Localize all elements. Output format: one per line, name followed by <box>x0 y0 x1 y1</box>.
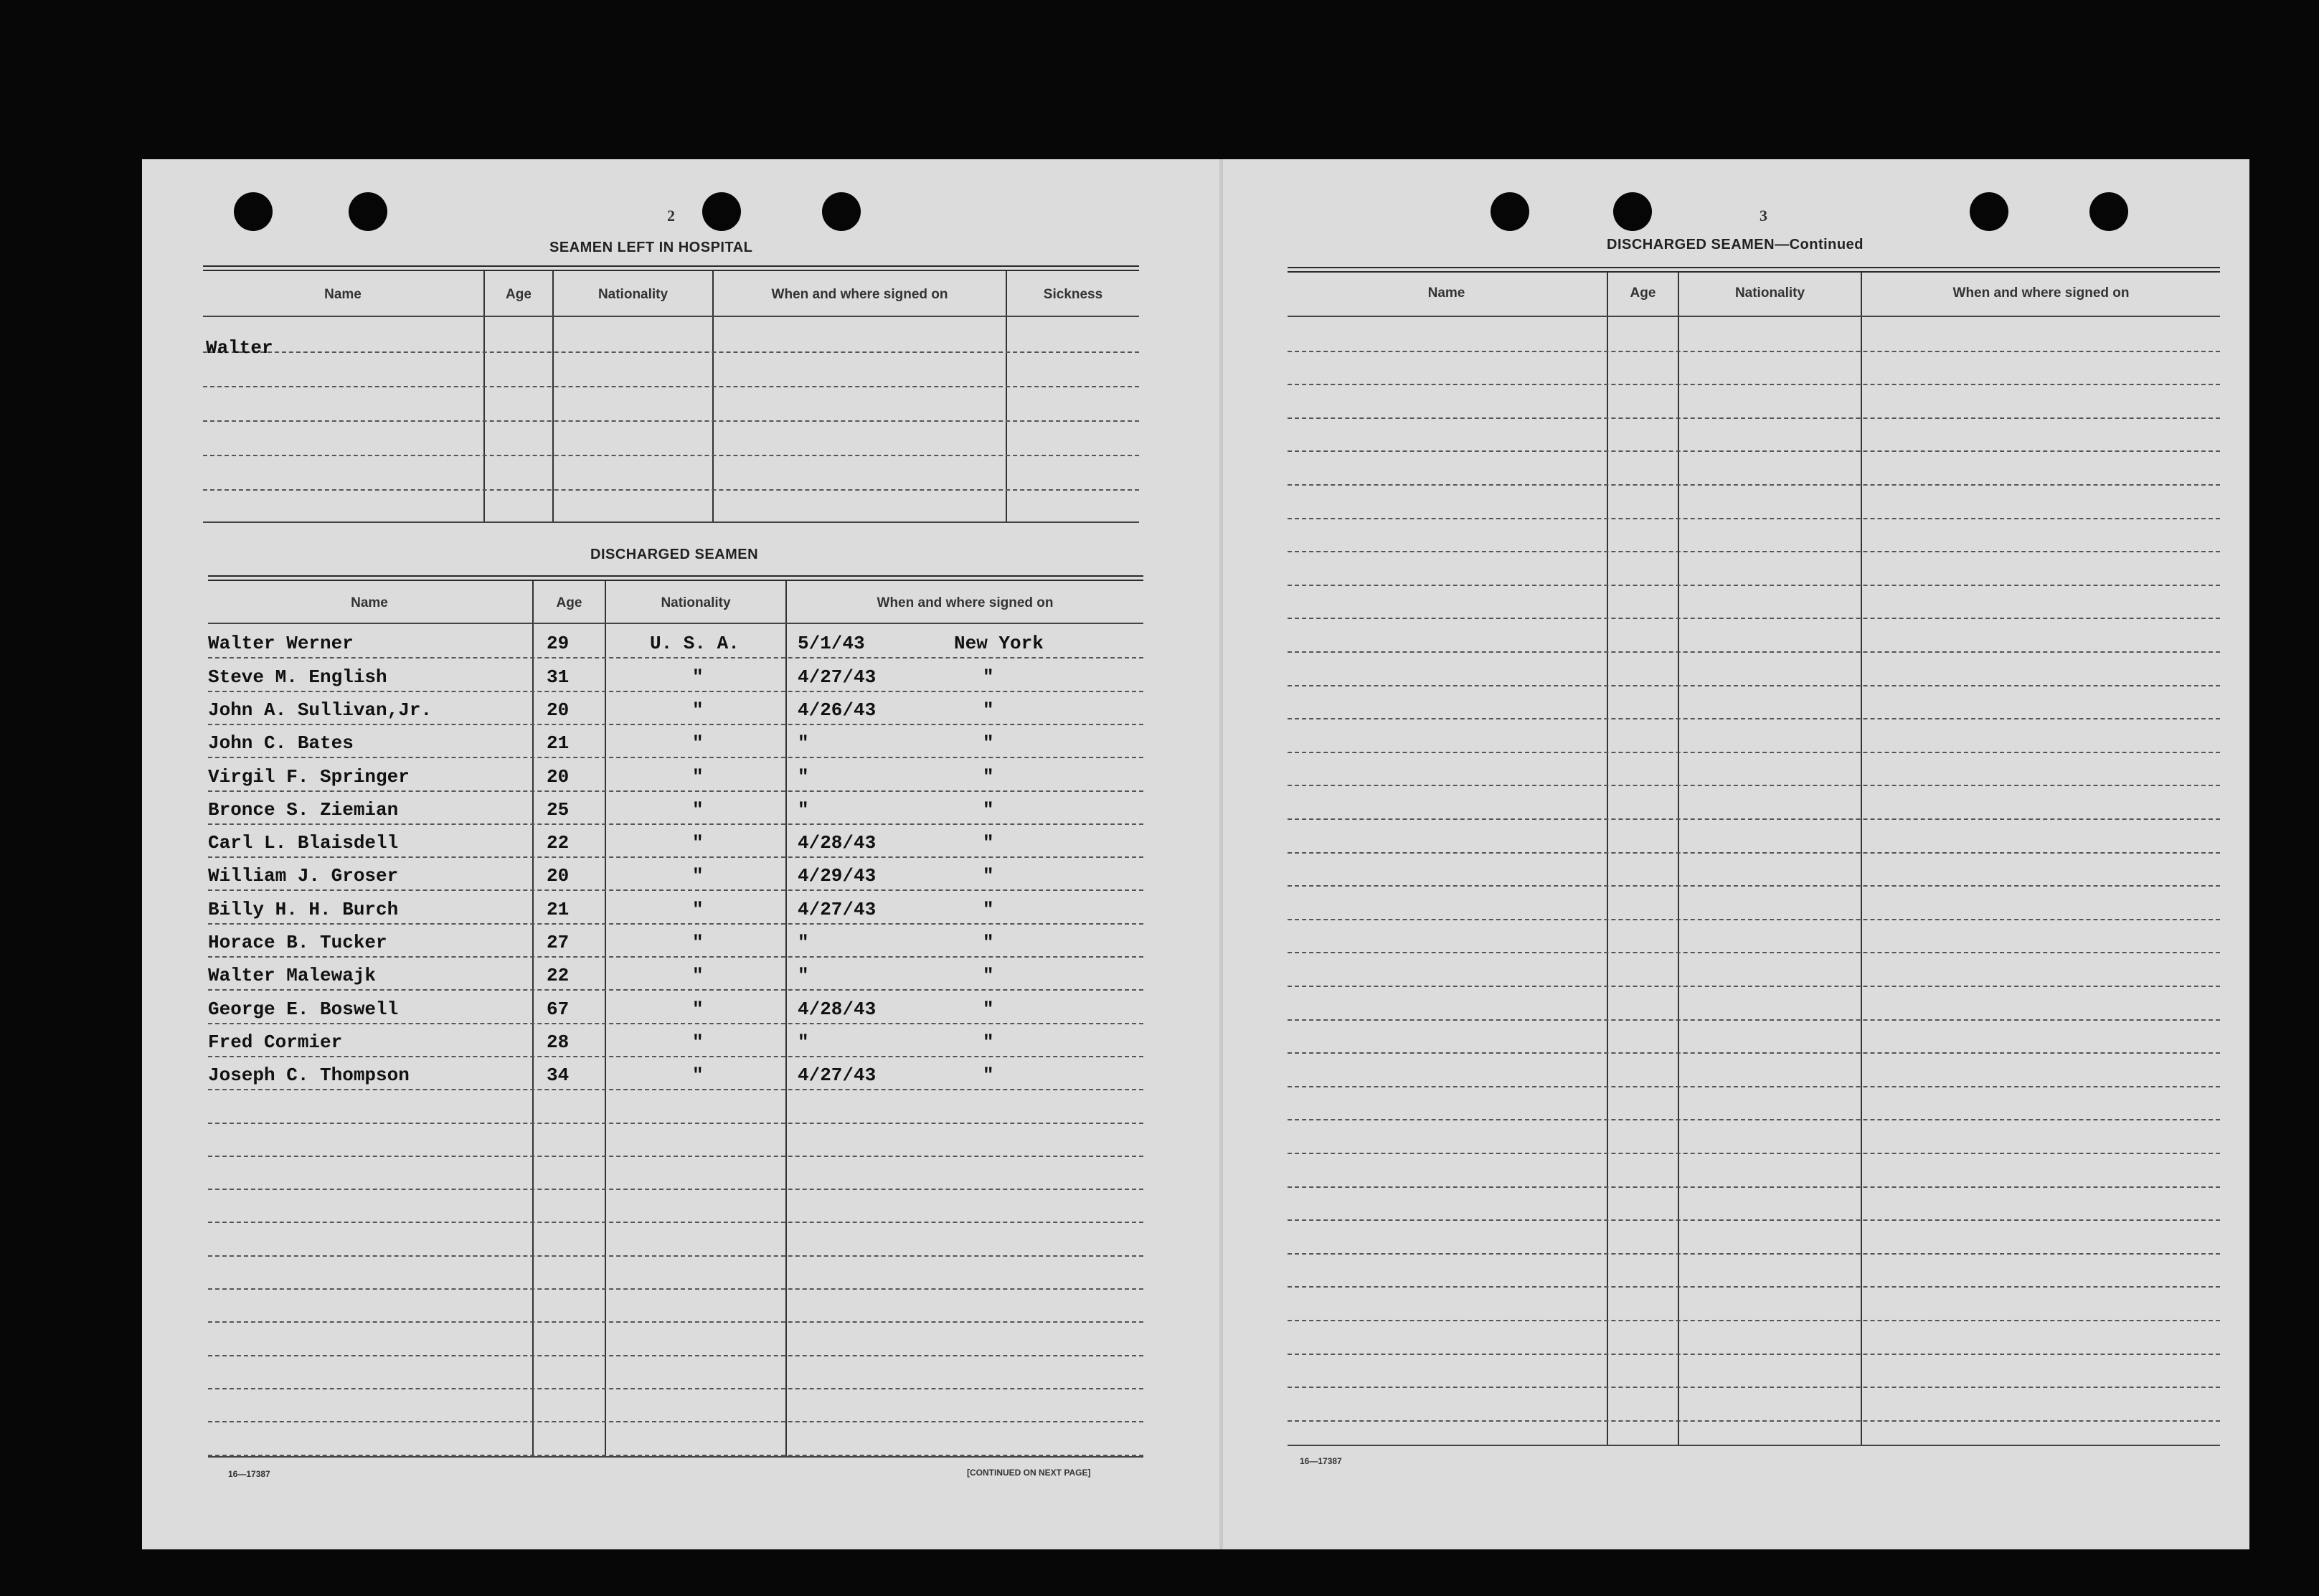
punch-hole <box>234 192 273 231</box>
cell-date: " <box>798 732 809 754</box>
cell-nationality: " <box>692 899 704 920</box>
row-line <box>1288 885 2220 887</box>
cell-age: 28 <box>547 1031 570 1053</box>
row-line <box>208 823 1143 825</box>
column-divider <box>1006 271 1007 522</box>
cell-age: 22 <box>547 832 570 854</box>
cell-date: 5/1/43 <box>798 633 865 654</box>
cell-nationality: " <box>692 666 704 688</box>
row-line <box>1288 1086 2220 1087</box>
row-line <box>208 1388 1143 1389</box>
row-line <box>1288 1153 2220 1154</box>
row-line <box>208 889 1143 891</box>
page-number: 3 <box>1760 207 1767 225</box>
row-line <box>208 956 1143 958</box>
cell-name: William J. Groser <box>208 865 399 887</box>
column-header-nationality: Nationality <box>1734 285 1805 301</box>
page-fold <box>1219 159 1223 1549</box>
column-divider <box>1607 273 1608 1445</box>
row-line <box>208 1023 1143 1024</box>
row-line <box>208 1056 1143 1057</box>
column-divider <box>483 271 485 522</box>
cell-age: 31 <box>547 666 570 688</box>
cell-date: 4/27/43 <box>798 899 877 920</box>
row-line <box>203 351 1139 353</box>
row-line <box>1288 1219 2220 1221</box>
punch-hole <box>349 192 387 231</box>
table-top-rule <box>1288 267 2220 273</box>
cell-name: George E. Boswell <box>208 998 399 1020</box>
cell-age: 22 <box>547 965 570 986</box>
row-line <box>1288 518 2220 519</box>
cell-nationality: " <box>692 1031 704 1053</box>
row-line <box>1288 1119 2220 1120</box>
cell-name: Joseph C. Thompson <box>208 1064 410 1086</box>
cell-place: " <box>983 865 994 887</box>
column-header-age: Age <box>1630 285 1656 301</box>
cell-place: " <box>983 832 994 854</box>
row-line <box>1288 952 2220 953</box>
cell-age: 20 <box>547 699 570 721</box>
row-line <box>1288 585 2220 586</box>
column-header-signed-on: When and where signed on <box>1952 285 2130 301</box>
row-line <box>208 989 1143 991</box>
column-header-age: Age <box>556 595 582 610</box>
cell-date: 4/28/43 <box>798 832 877 854</box>
table-top-rule <box>208 575 1143 581</box>
cell-age: 21 <box>547 732 570 754</box>
continued-note: [CONTINUED ON NEXT PAGE] <box>967 1468 1091 1478</box>
cell-date: 4/29/43 <box>798 865 877 887</box>
table-top-rule <box>203 265 1139 271</box>
cell-nationality: " <box>692 1064 704 1086</box>
punch-hole <box>1491 192 1529 231</box>
row-line <box>208 757 1143 758</box>
cell-age: 25 <box>547 799 570 821</box>
row-line <box>1288 618 2220 619</box>
cell-name: Horace B. Tucker <box>208 932 387 953</box>
cell-age: 20 <box>547 865 570 887</box>
row-line <box>1288 417 2220 419</box>
cell-nationality: " <box>692 732 704 754</box>
cell-date: 4/27/43 <box>798 666 877 688</box>
cell-place: " <box>983 666 994 688</box>
cell-place: " <box>983 932 994 953</box>
column-header-name: Name <box>324 287 362 302</box>
row-line <box>1288 1186 2220 1188</box>
cell-place: " <box>983 899 994 920</box>
column-header-signed-on: When and where signed on <box>877 595 1054 610</box>
row-line <box>1288 986 2220 987</box>
row-line <box>1288 685 2220 686</box>
cell-date: 4/28/43 <box>798 998 877 1020</box>
row-line <box>203 489 1139 491</box>
row-line <box>1288 1253 2220 1255</box>
table-bottom-rule <box>208 1456 1143 1458</box>
row-line <box>1288 551 2220 552</box>
row-line <box>208 657 1143 658</box>
header-rule <box>1288 316 2220 317</box>
row-line <box>1288 450 2220 452</box>
row-line <box>1288 1286 2220 1288</box>
punch-hole <box>702 192 741 231</box>
cell-place: " <box>983 799 994 821</box>
cell-age: 21 <box>547 899 570 920</box>
cell-name: Steve M. English <box>208 666 387 688</box>
row-line <box>1288 1052 2220 1054</box>
row-line <box>1288 351 2220 352</box>
row-line <box>203 386 1139 387</box>
row-line <box>1288 1019 2220 1021</box>
row-line <box>208 1321 1143 1323</box>
cell-place: " <box>983 998 994 1020</box>
row-line <box>208 1189 1143 1190</box>
table-bottom-rule <box>1288 1445 2220 1446</box>
form-number: 16—17387 <box>228 1469 270 1479</box>
row-line <box>1288 651 2220 653</box>
column-divider <box>552 271 554 522</box>
row-line <box>1288 384 2220 385</box>
cell-name: Virgil F. Springer <box>208 766 410 788</box>
section-heading: SEAMEN LEFT IN HOSPITAL <box>549 240 753 255</box>
row-line <box>1288 752 2220 753</box>
cell-place: " <box>983 965 994 986</box>
section-heading: DISCHARGED SEAMEN <box>590 547 759 562</box>
column-divider <box>1678 273 1679 1445</box>
cell-date: 4/27/43 <box>798 1064 877 1086</box>
row-line <box>208 1222 1143 1223</box>
cell-age: 27 <box>547 932 570 953</box>
column-header-name: Name <box>1427 285 1465 301</box>
cell-date: " <box>798 965 809 986</box>
cell-name: Bronce S. Ziemian <box>208 799 399 821</box>
cell-place: " <box>983 732 994 754</box>
row-line <box>1288 785 2220 786</box>
column-divider <box>712 271 714 522</box>
row-line <box>208 691 1143 692</box>
cell-date: " <box>798 932 809 953</box>
row-line <box>208 1421 1143 1422</box>
punch-hole <box>822 192 861 231</box>
cell-date: " <box>798 1031 809 1053</box>
column-divider <box>532 581 534 1456</box>
table-bottom-rule <box>203 521 1139 523</box>
row-line <box>1288 718 2220 719</box>
hospital-entry-name: Walter <box>206 337 273 359</box>
cell-place: " <box>983 699 994 721</box>
cell-date: " <box>798 799 809 821</box>
cell-name: John C. Bates <box>208 732 354 754</box>
cell-age: 20 <box>547 766 570 788</box>
document-sheet <box>142 159 2249 1549</box>
row-line <box>208 1123 1143 1124</box>
row-line <box>208 1089 1143 1090</box>
header-rule <box>203 316 1139 317</box>
row-line <box>208 923 1143 925</box>
cell-nationality: " <box>692 832 704 854</box>
row-line <box>203 420 1139 422</box>
cell-age: 34 <box>547 1064 570 1086</box>
cell-place: " <box>983 1031 994 1053</box>
column-header-signed-on: When and where signed on <box>771 287 948 302</box>
cell-place: " <box>983 1064 994 1086</box>
row-line <box>1288 1420 2220 1422</box>
column-header-nationality: Nationality <box>661 595 731 610</box>
column-header-sickness: Sickness <box>1043 287 1103 302</box>
cell-date: " <box>798 766 809 788</box>
cell-place: New York <box>954 633 1044 654</box>
row-line <box>1288 1387 2220 1388</box>
column-divider <box>1861 273 1862 1445</box>
row-line <box>208 1156 1143 1157</box>
cell-nationality: " <box>692 799 704 821</box>
row-line <box>1288 818 2220 820</box>
header-rule <box>208 623 1143 624</box>
form-number: 16—17387 <box>1300 1456 1342 1466</box>
cell-name: Billy H. H. Burch <box>208 899 399 920</box>
cell-name: John A. Sullivan,Jr. <box>208 699 433 721</box>
cell-nationality: " <box>692 932 704 953</box>
cell-place: " <box>983 766 994 788</box>
cell-nationality: " <box>692 766 704 788</box>
section-heading: DISCHARGED SEAMEN—Continued <box>1607 237 1864 252</box>
cell-nationality: " <box>692 998 704 1020</box>
row-line <box>1288 852 2220 854</box>
row-line <box>208 1288 1143 1290</box>
row-line <box>208 1355 1143 1356</box>
row-line <box>203 455 1139 456</box>
column-header-age: Age <box>506 287 532 302</box>
column-divider <box>605 581 606 1456</box>
row-line <box>208 856 1143 858</box>
row-line <box>208 790 1143 792</box>
cell-name: Carl L. Blaisdell <box>208 832 399 854</box>
cell-date: 4/26/43 <box>798 699 877 721</box>
row-line <box>1288 1320 2220 1321</box>
punch-hole <box>2089 192 2128 231</box>
row-line <box>208 1255 1143 1257</box>
row-line <box>208 724 1143 725</box>
punch-hole <box>1613 192 1652 231</box>
cell-nationality: " <box>692 699 704 721</box>
page-number: 2 <box>667 207 675 225</box>
row-line <box>1288 919 2220 920</box>
cell-age: 29 <box>547 633 570 654</box>
row-line <box>1288 1354 2220 1355</box>
column-header-name: Name <box>351 595 388 610</box>
column-header-nationality: Nationality <box>598 287 669 302</box>
cell-name: Fred Cormier <box>208 1031 343 1053</box>
punch-hole <box>1970 192 2008 231</box>
cell-age: 67 <box>547 998 570 1020</box>
cell-nationality: " <box>692 865 704 887</box>
cell-name: Walter Werner <box>208 633 354 654</box>
cell-nationality: U. S. A. <box>650 633 740 654</box>
column-divider <box>785 581 787 1456</box>
cell-name: Walter Malewajk <box>208 965 377 986</box>
row-line <box>1288 484 2220 486</box>
cell-nationality: " <box>692 965 704 986</box>
